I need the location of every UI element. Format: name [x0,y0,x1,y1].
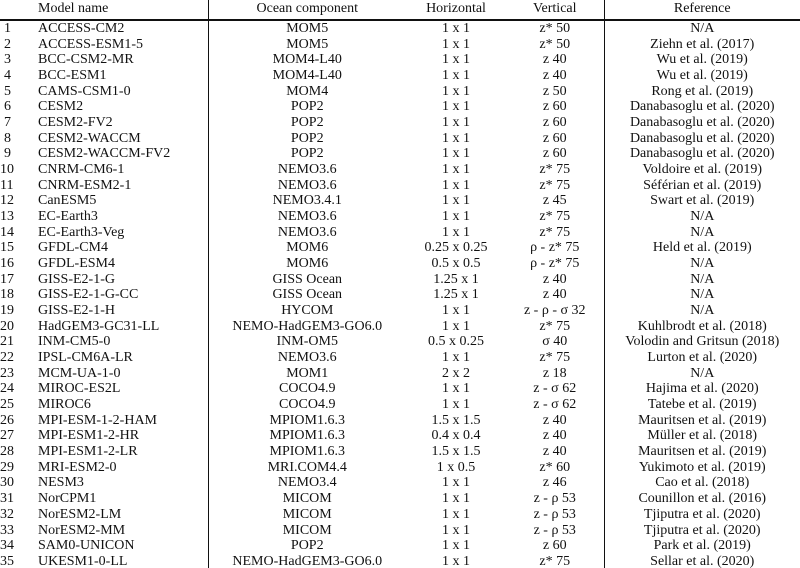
model-name-cell: IPSL-CM6A-LR [38,350,133,366]
model-name-cell: NorCPM1 [38,491,97,507]
horizontal-resolution-cell: 1 x 1 [442,318,470,334]
vertical-resolution-cell: z - ρ 53 [533,522,576,538]
table-row [0,523,800,539]
model-name-cell: GISS-E2-1-G [38,271,115,287]
ocean-component-cell: MOM6 [208,256,406,272]
table-row [0,444,800,460]
horizontal-resolution-cell: 0.25 x 0.25 [424,240,488,256]
ocean-component-cell: MPIOM1.6.3 [208,413,406,429]
row-number-cell: 25 [0,397,14,413]
vertical-resolution-cell: z 60 [542,130,567,146]
table-row [0,162,800,178]
reference-cell: N/A [604,225,800,241]
row-number-cell: 12 [0,193,14,209]
model-name-cell: CNRM-ESM2-1 [38,177,132,193]
model-name-cell: CESM2-WACCM-FV2 [38,146,171,162]
vertical-resolution-cell: z 18 [542,365,567,381]
ocean-component-cell: MOM1 [208,366,406,382]
model-name-cell: ACCESS-ESM1-5 [38,36,144,52]
row-number-cell: 15 [0,240,14,256]
ocean-component-cell: MPIOM1.6.3 [208,428,406,444]
ocean-component-cell: COCO4.9 [208,397,406,413]
reference-cell: Mauritsen et al. (2019) [604,444,800,460]
horizontal-resolution-cell: 1.25 x 1 [433,271,479,287]
row-number-cell: 24 [0,381,14,397]
table-row [0,303,800,319]
table-row [0,115,800,131]
ocean-component-cell: NEMO3.6 [208,162,406,178]
model-name-cell: GISS-E2-1-G-CC [38,287,139,303]
horizontal-resolution-cell: 1 x 1 [442,68,470,84]
table-header [0,0,800,20]
table-row [0,178,800,194]
header-model-name: Model name [14,0,208,20]
table-row [0,475,800,491]
row-number-cell: 11 [0,177,14,193]
row-number-cell: 35 [0,553,14,568]
reference-cell: Tjiputra et al. (2020) [604,523,800,539]
table-row [0,366,800,382]
row-number-cell: 33 [0,522,14,538]
reference-cell: Danabasoglu et al. (2020) [604,146,800,162]
reference-cell: Séférian et al. (2019) [604,178,800,194]
table-row [0,68,800,84]
ocean-component-cell: MPIOM1.6.3 [208,444,406,460]
reference-cell: N/A [604,366,800,382]
reference-cell: Sellar et al. (2020) [604,554,800,568]
row-number-cell: 7 [4,115,11,131]
vertical-resolution-cell: z* 75 [539,553,571,568]
reference-cell: Müller et al. (2018) [604,428,800,444]
horizontal-resolution-cell: 1 x 1 [442,146,470,162]
ocean-component-cell: MICOM [208,507,406,523]
horizontal-resolution-cell: 1 x 1 [442,209,470,225]
reference-cell: Wu et al. (2019) [604,52,800,68]
row-number-cell: 34 [0,538,14,554]
horizontal-resolution-cell: 1 x 0.5 [436,459,476,475]
model-name-cell: BCC-CSM2-MR [38,52,134,68]
reference-cell: Wu et al. (2019) [604,68,800,84]
model-name-cell: HadGEM3-GC31-LL [38,318,160,334]
horizontal-resolution-cell: 1.5 x 1.5 [431,412,481,428]
row-number-cell: 13 [0,209,14,225]
horizontal-resolution-cell: 1 x 1 [442,303,470,319]
table-row [0,131,800,147]
table-row [0,240,800,256]
horizontal-resolution-cell: 1 x 1 [442,522,470,538]
row-number-cell: 28 [0,444,14,460]
reference-cell: Cao et al. (2018) [604,475,800,491]
reference-cell: Danabasoglu et al. (2020) [604,115,800,131]
horizontal-resolution-cell: 1 x 1 [442,162,470,178]
reference-cell: Ziehn et al. (2017) [604,37,800,53]
vertical-resolution-cell: z 60 [542,538,567,554]
model-name-cell: GFDL-CM4 [38,240,109,256]
ocean-component-cell: POP2 [208,131,406,147]
reference-cell: Voldoire et al. (2019) [604,162,800,178]
reference-cell: Yukimoto et al. (2019) [604,460,800,476]
table-row [0,225,800,241]
vertical-resolution-cell: z 60 [542,146,567,162]
reference-cell: Swart et al. (2019) [604,193,800,209]
vertical-resolution-cell: z 40 [542,287,567,303]
model-name-cell: EC-Earth3-Veg [38,224,125,240]
row-number-cell: 14 [0,224,14,240]
model-name-cell: MPI-ESM-1-2-HAM [38,412,157,428]
reference-cell: Mauritsen et al. (2019) [604,413,800,429]
row-number-cell: 29 [0,459,14,475]
reference-cell: N/A [604,209,800,225]
model-name-cell: NESM3 [38,475,84,491]
reference-cell: Counillon et al. (2016) [604,491,800,507]
vertical-resolution-cell: z 40 [542,444,567,460]
row-number-cell: 5 [4,83,11,99]
model-name-cell: MIROC-ES2L [38,381,121,397]
horizontal-resolution-cell: 1 x 1 [442,115,470,131]
vertical-resolution-cell: ρ - z* 75 [530,240,580,256]
horizontal-resolution-cell: 1 x 1 [442,506,470,522]
model-name-cell: MIROC6 [38,397,91,413]
row-number-cell: 23 [0,365,14,381]
ocean-component-cell: NEMO3.4 [208,475,406,491]
horizontal-resolution-cell: 1 x 1 [442,130,470,146]
row-number-cell: 18 [0,287,14,303]
vertical-resolution-cell: z 40 [542,428,567,444]
horizontal-resolution-cell: 1 x 1 [442,224,470,240]
model-name-cell: MCM-UA-1-0 [38,365,121,381]
horizontal-resolution-cell: 1.5 x 1.5 [431,444,481,460]
ocean-component-cell: MOM4-L40 [208,68,406,84]
vertical-resolution-cell: z 40 [542,412,567,428]
vertical-resolution-cell: z* 75 [539,177,571,193]
vertical-resolution-cell: z* 75 [539,209,571,225]
table-row [0,146,800,162]
ocean-component-cell: POP2 [208,115,406,131]
table-row [0,554,800,568]
horizontal-resolution-cell: 1 x 1 [442,52,470,68]
row-number-cell: 4 [4,68,11,84]
horizontal-resolution-cell: 0.5 x 0.25 [428,334,484,350]
vertical-resolution-cell: z - ρ - σ 32 [523,303,586,319]
vertical-resolution-cell: z* 50 [539,36,571,52]
reference-cell: Hajima et al. (2020) [604,381,800,397]
vertical-resolution-cell: z - ρ 53 [533,491,576,507]
vertical-resolution-cell: z 40 [542,68,567,84]
model-name-cell: SAM0-UNICON [38,538,135,554]
horizontal-resolution-cell: 1 x 1 [442,83,470,99]
ocean-component-cell: INM-OM5 [208,334,406,350]
row-number-cell: 22 [0,350,14,366]
horizontal-resolution-cell: 1 x 1 [442,491,470,507]
model-name-cell: MRI-ESM2-0 [38,459,117,475]
model-name-cell: CESM2-FV2 [38,115,113,131]
vertical-resolution-cell: z - ρ 53 [533,506,576,522]
reference-cell: N/A [604,20,800,37]
ocean-component-cell: POP2 [208,146,406,162]
table-row [0,287,800,303]
reference-cell: Held et al. (2019) [604,240,800,256]
horizontal-resolution-cell: 1 x 1 [442,381,470,397]
model-name-cell: CESM2-WACCM [38,130,141,146]
ocean-component-cell: NEMO-HadGEM3-GO6.0 [208,319,406,335]
horizontal-resolution-cell: 1.25 x 1 [433,287,479,303]
ocean-component-cell: NEMO3.6 [208,209,406,225]
vertical-resolution-cell: z 60 [542,115,567,131]
table-row [0,209,800,225]
horizontal-resolution-cell: 1 x 1 [442,475,470,491]
vertical-resolution-cell: z 40 [542,52,567,68]
row-number-cell: 6 [4,99,11,115]
header-horizontal: Horizontal [406,0,506,20]
ocean-component-cell: MICOM [208,523,406,539]
vertical-resolution-cell: z* 50 [539,21,571,36]
model-name-cell: EC-Earth3 [38,209,98,225]
table-row [0,334,800,350]
vertical-resolution-cell: z* 75 [539,224,571,240]
vertical-resolution-cell: z* 75 [539,162,571,178]
table-row [0,84,800,100]
ocean-component-cell: MOM5 [208,20,406,37]
row-number-cell: 9 [4,146,11,162]
ocean-component-cell: MOM6 [208,240,406,256]
table-row [0,37,800,53]
table-row [0,538,800,554]
horizontal-resolution-cell: 1 x 1 [442,553,470,568]
ocean-component-cell: NEMO3.6 [208,350,406,366]
horizontal-resolution-cell: 1 x 1 [442,538,470,554]
vertical-resolution-cell: z* 75 [539,350,571,366]
row-number-cell: 32 [0,506,14,522]
reference-cell: N/A [604,272,800,288]
model-name-cell: INM-CM5-0 [38,334,111,350]
horizontal-resolution-cell: 0.4 x 0.4 [431,428,481,444]
header-reference: Reference [604,0,800,20]
reference-cell: N/A [604,256,800,272]
row-number-cell: 10 [0,162,14,178]
reference-cell: Lurton et al. (2020) [604,350,800,366]
vertical-resolution-cell: z* 75 [539,318,571,334]
ocean-component-cell: GISS Ocean [208,287,406,303]
ocean-component-cell: POP2 [208,538,406,554]
reference-cell: Danabasoglu et al. (2020) [604,99,800,115]
row-number-cell: 3 [4,52,11,68]
row-number-cell: 1 [4,21,11,36]
model-name-cell: ACCESS-CM2 [38,21,125,36]
vertical-resolution-cell: z - σ 62 [533,381,577,397]
model-name-cell: UKESM1-0-LL [38,553,128,568]
header-vertical: Vertical [506,0,604,20]
reference-cell: Volodin and Gritsun (2018) [604,334,800,350]
row-number-cell: 2 [4,36,11,52]
ocean-component-cell: MRI.COM4.4 [208,460,406,476]
ocean-component-cell: COCO4.9 [208,381,406,397]
vertical-resolution-cell: z - σ 62 [533,397,577,413]
ocean-component-cell: POP2 [208,99,406,115]
header-ocean-component: Ocean component [208,0,406,20]
model-name-cell: CanESM5 [38,193,97,209]
table-row [0,397,800,413]
reference-cell: Danabasoglu et al. (2020) [604,131,800,147]
table-row [0,507,800,523]
table-row [0,272,800,288]
header-row-number [0,0,14,20]
horizontal-resolution-cell: 1 x 1 [442,21,470,36]
model-name-cell: CNRM-CM6-1 [38,162,125,178]
model-name-cell: BCC-ESM1 [38,68,107,84]
horizontal-resolution-cell: 2 x 2 [442,365,470,381]
table-row [0,193,800,209]
vertical-resolution-cell: z 40 [542,271,567,287]
table-row [0,52,800,68]
horizontal-resolution-cell: 1 x 1 [442,350,470,366]
ocean-component-cell: GISS Ocean [208,272,406,288]
ocean-component-cell: HYCOM [208,303,406,319]
vertical-resolution-cell: z* 60 [539,459,571,475]
model-name-cell: GFDL-ESM4 [38,256,116,272]
row-number-cell: 30 [0,475,14,491]
vertical-resolution-cell: z 45 [542,193,567,209]
model-name-cell: GISS-E2-1-H [38,303,115,319]
model-name-cell: MPI-ESM1-2-LR [38,444,138,460]
horizontal-resolution-cell: 1 x 1 [442,99,470,115]
table-row [0,20,800,37]
horizontal-resolution-cell: 1 x 1 [442,397,470,413]
table-row [0,381,800,397]
row-number-cell: 21 [0,334,14,350]
model-name-cell: CAMS-CSM1-0 [38,83,131,99]
reference-cell: Tatebe et al. (2019) [604,397,800,413]
model-name-cell: MPI-ESM1-2-HR [38,428,140,444]
ocean-component-cell: NEMO3.6 [208,225,406,241]
row-number-cell: 26 [0,412,14,428]
vertical-resolution-cell: z 50 [542,83,567,99]
row-number-cell: 20 [0,318,14,334]
ocean-component-cell: MOM5 [208,37,406,53]
ocean-component-cell: NEMO3.4.1 [208,193,406,209]
header-row [0,0,800,20]
reference-cell: Kuhlbrodt et al. (2018) [604,319,800,335]
ocean-component-cell: MOM4 [208,84,406,100]
row-number-cell: 17 [0,271,14,287]
model-name-cell: CESM2 [38,99,84,115]
vertical-resolution-cell: z 60 [542,99,567,115]
horizontal-resolution-cell: 1 x 1 [442,36,470,52]
model-name-cell: NorESM2-MM [38,522,126,538]
table-row [0,350,800,366]
row-number-cell: 8 [4,130,11,146]
vertical-resolution-cell: σ 40 [542,334,568,350]
reference-cell: Rong et al. (2019) [604,84,800,100]
horizontal-resolution-cell: 1 x 1 [442,177,470,193]
ocean-component-cell: MICOM [208,491,406,507]
row-number-cell: 31 [0,491,14,507]
table-row [0,99,800,115]
vertical-resolution-cell: z 46 [542,475,567,491]
reference-cell: N/A [604,303,800,319]
table-row [0,319,800,335]
vertical-resolution-cell: ρ - z* 75 [530,256,580,272]
table-row [0,413,800,429]
ocean-component-cell: NEMO-HadGEM3-GO6.0 [208,554,406,568]
reference-cell: Tjiputra et al. (2020) [604,507,800,523]
table-row [0,460,800,476]
ocean-component-cell: NEMO3.6 [208,178,406,194]
row-number-cell: 27 [0,428,14,444]
horizontal-resolution-cell: 0.5 x 0.5 [431,256,481,272]
table-body [0,20,800,568]
table-row [0,428,800,444]
row-number-cell: 19 [0,303,14,319]
table-row [0,491,800,507]
row-number-cell: 16 [0,256,14,272]
table-row [0,256,800,272]
ocean-component-cell: MOM4-L40 [208,52,406,68]
model-name-cell: NorESM2-LM [38,506,122,522]
reference-cell: Park et al. (2019) [604,538,800,554]
reference-cell: N/A [604,287,800,303]
horizontal-resolution-cell: 1 x 1 [442,193,470,209]
